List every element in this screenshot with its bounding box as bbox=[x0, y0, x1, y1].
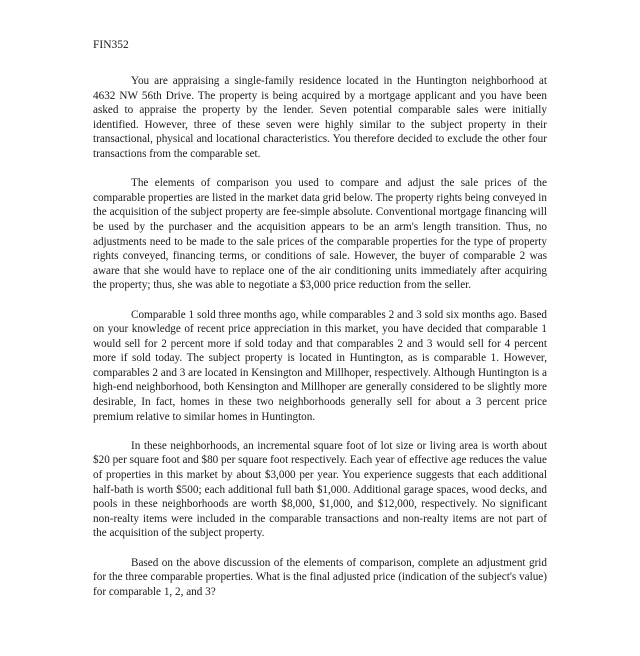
document-page bbox=[93, 38, 547, 614]
paragraph-intro: You are appraising a single-family residence located in the Huntington neighborhood at 4632 NW 56th Drive. The property is being acquired by a mortgage applicant and you have been asked to appraise the property by the lender. Seven potential comparable sales were initially identified. However, three of these seven were highly similar to the subject property in their transactional, physical and locational characteristics. You therefore decided to exclude the other four transactions from the comparable set. bbox=[93, 75, 547, 160]
course-code: FIN352 bbox=[93, 39, 129, 51]
paragraph-elements-of-comparison: The elements of comparison you used to compare and adjust the sale prices of the comparable properties are listed in the market data grid below. The property rights being conveyed in the acquisition of the subject property are fee-simple absolute. Conventional mortgage financing will be used by the purchaser and the acquisition appears to be an arm's length transition. Thus, no adjustments need to be made to the sale prices of the comparable properties for the type of property rights conveyed, financing terms, or conditions of sale. However, the buyer of comparable 2 was aware that she would have to replace one of the air conditioning units immediately after acquiring the property; thus, she was able to negotiate a $3,000 price reduction from the seller. bbox=[93, 177, 547, 292]
paragraph-market-conditions: Comparable 1 sold three months ago, while comparables 2 and 3 sold six months ago. Based on your knowledge of recent price appreciation in this market, you have decided that comparable 1 would sell for 2 percent more if sold today and that comparables 2 and 3 would sell for 4 percent more if sold today. The subject property is located in Huntington, as is comparable 1. However, comparables 2 and 3 are located in Kensington and Millhoper, respectively. Although Huntington is a high-end neighborhood, both Kensington and Millhoper are generally considered to be slightly more desirable, In fact, homes in these two neighborhoods generally sell for about a 3 percent price premium relative to similar homes in Huntington. bbox=[93, 308, 547, 423]
paragraph-physical-adjustments: In these neighborhoods, an incremental square foot of lot size or living area is worth about $20 per square foot and $80 per square foot respectively. Each year of effective age reduces the value of properties in this market by about $3,000 per year. You experience suggests that each additional half-bath is worth $500; each additional full bath $1,000. Additional garage spaces, wood decks, and pools in these neighborhoods are worth $8,000, $1,000, and $12,000, respectively. No significant non-realty items were included in the comparable transactions and non-realty items are not part of the acquisition of the subject property. bbox=[93, 439, 547, 540]
paragraph-question: Based on the above discussion of the elements of comparison, complete an adjustment grid for the three comparable properties. What is the final adjusted price (indication of the subject's value) for comparable 1, 2, and 3? bbox=[93, 556, 547, 598]
